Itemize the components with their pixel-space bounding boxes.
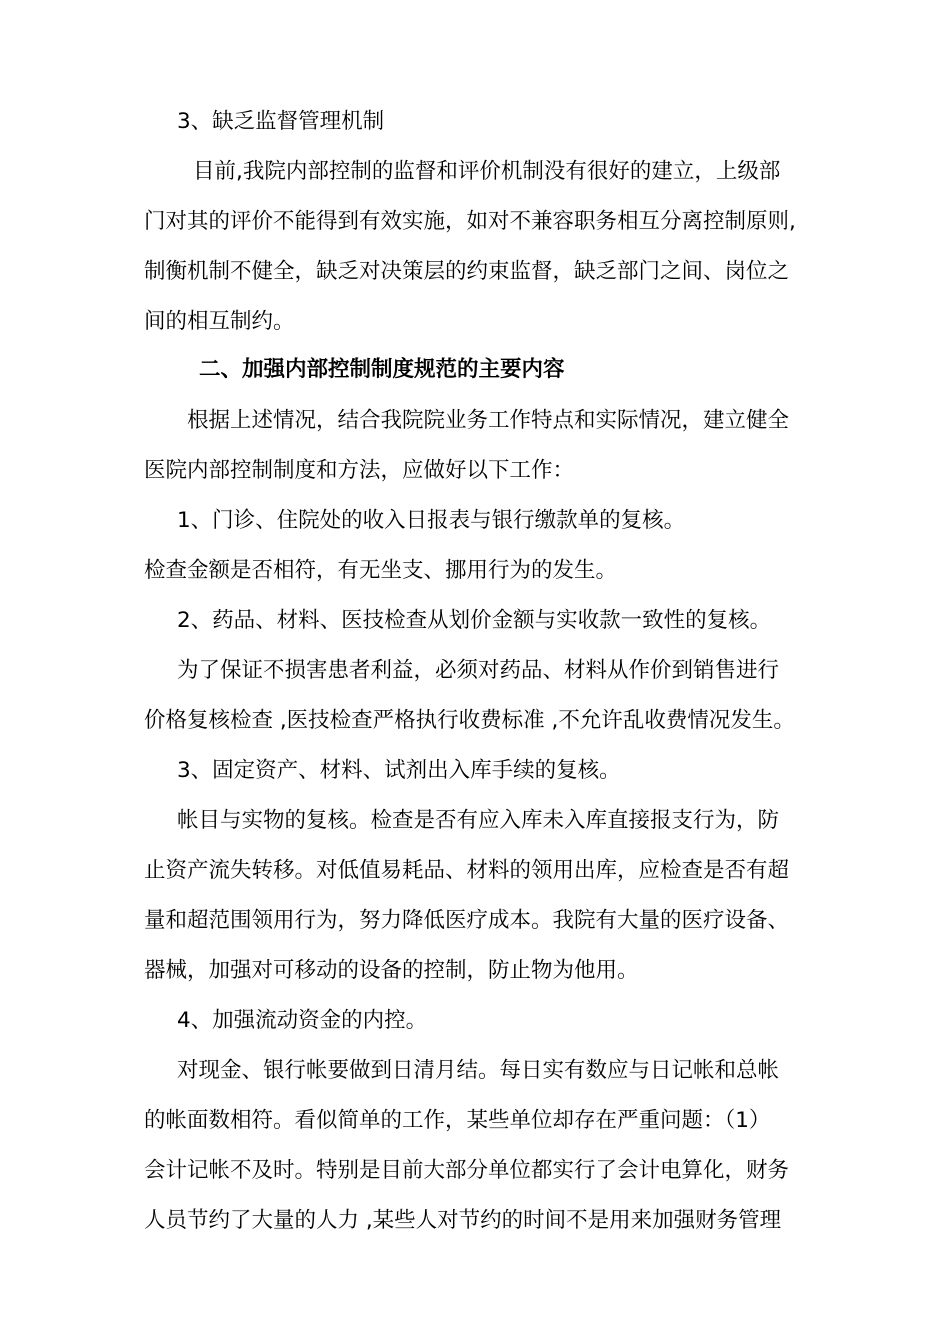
paragraph-line: 医院内部控制制度和方法，应做好以下工作：	[144, 458, 575, 483]
paragraph-line: 对现金、银行帐要做到日清月结。每日实有数应与日记帐和总帐	[177, 1058, 780, 1083]
paragraph-line: 的帐面数相符。看似简单的工作，某些单位却存在严重问题：（1）	[144, 1108, 771, 1133]
paragraph-line: 检查金额是否相符，有无坐支、挪用行为的发生。	[144, 558, 618, 583]
paragraph-line: 器械，加强对可移动的设备的控制，防止物为他用。	[144, 958, 639, 983]
list-item-heading: 3、固定资产、材料、试剂出入库手续的复核。	[177, 758, 621, 783]
paragraph-line: 量和超范围领用行为，努力降低医疗成本。我院有大量的医疗设备、	[144, 908, 790, 933]
section-heading: 二、加强内部控制制度规范的主要内容	[199, 357, 565, 382]
list-item-heading: 4、加强流动资金的内控。	[177, 1008, 428, 1033]
paragraph-line: 人员节约了大量的人力 ,某些人对节约的时间不是用来加强财务管理	[144, 1208, 782, 1233]
list-item-heading: 2、药品、材料、医技检查从划价金额与实收款一致性的复核。	[177, 608, 772, 633]
paragraph-line: 目前,我院内部控制的监督和评价机制没有很好的建立，上级部	[193, 159, 781, 184]
paragraph-line: 帐目与实物的复核。检查是否有应入库未入库直接报支行为，防	[177, 808, 780, 833]
paragraph-line: 根据上述情况，结合我院院业务工作特点和实际情况，建立健全	[187, 408, 790, 433]
section-subheading: 3、缺乏监督管理机制	[177, 109, 385, 134]
list-item-heading: 1、门诊、住院处的收入日报表与银行缴款单的复核。	[177, 508, 686, 533]
paragraph-line: 止资产流失转移。对低值易耗品、材料的领用出库，应检查是否有超	[144, 858, 790, 883]
paragraph-line: 会计记帐不及时。特别是目前大部分单位都实行了会计电算化，财务	[144, 1158, 790, 1183]
paragraph-line: 价格复核检查 ,医技检查严格执行收费标准 ,不允许乱收费情况发生。	[144, 708, 795, 733]
paragraph-line: 间的相互制约。	[144, 309, 295, 334]
paragraph-line: 制衡机制不健全，缺乏对决策层的约束监督，缺乏部门之间、岗位之	[144, 259, 790, 284]
paragraph-line: 为了保证不损害患者利益，必须对药品、材料从作价到销售进行	[177, 658, 780, 683]
paragraph-line: 门对其的评价不能得到有效实施，如对不兼容职务相互分离控制原则,	[144, 209, 796, 234]
